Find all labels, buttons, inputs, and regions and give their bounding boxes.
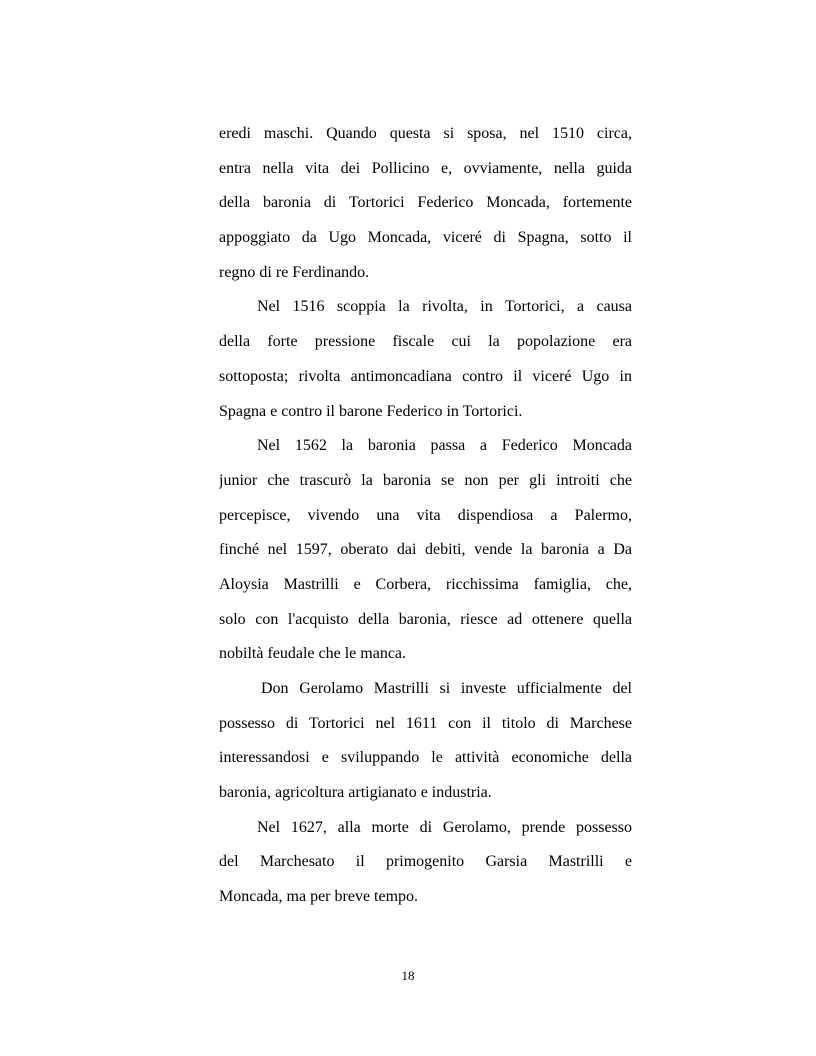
- text-line: percepisce, vivendo una vita dispendiosa a Palermo,: [219, 506, 632, 524]
- text-line: finché nel 1597, oberato dai debiti, vende la baronia a Da: [219, 541, 632, 559]
- paragraph-4: [219, 672, 632, 811]
- page-number: 18: [401, 968, 415, 983]
- text-line: Nel 1516 scoppia la rivolta, in Tortorici, a causa: [257, 298, 632, 316]
- text-line: nobiltà feudale che le manca.: [219, 645, 407, 663]
- paragraph-5: [219, 811, 632, 915]
- text-line: sottoposta; rivolta antimoncadiana contro il viceré Ugo in: [219, 367, 632, 385]
- text-line: entra nella vita dei Pollicino e, ovviamente, nella guida: [219, 159, 632, 177]
- text-line: Nel 1562 la baronia passa a Federico Moncada: [257, 437, 632, 455]
- paragraph-2: [219, 290, 632, 429]
- text-line: Aloysia Mastrilli e Corbera, ricchissima famiglia, che,: [219, 575, 632, 593]
- text-line: eredi maschi. Quando questa si sposa, nel 1510 circa,: [219, 125, 632, 142]
- text-line: della forte pressione fiscale cui la popolazione era: [219, 333, 632, 351]
- text-line: regno di re Ferdinando.: [219, 263, 370, 281]
- page-body: [219, 117, 632, 915]
- text-line: interessandosi e sviluppando le attività economiche della: [219, 749, 632, 767]
- text-line: possesso di Tortorici nel 1611 con il titolo di Marchese: [219, 714, 632, 732]
- text-line: solo con l'acquisto della baronia, riesce ad ottenere quella: [219, 610, 632, 628]
- text-line: Nel 1627, alla morte di Gerolamo, prende possesso: [257, 818, 632, 836]
- text-line: appoggiato da Ugo Moncada, viceré di Spagna, sotto il: [219, 229, 632, 247]
- text-line: baronia, agricoltura artigianato e industria.: [219, 784, 492, 802]
- paragraph-1: [219, 117, 632, 290]
- text-line: del Marchesato il primogenito Garsia Mastrilli e: [219, 853, 632, 871]
- text-line: Don Gerolamo Mastrilli si investe ufficialmente del: [261, 680, 632, 697]
- text-line: junior che trascurò la baronia se non per gli introiti che: [219, 471, 632, 489]
- paragraph-3: [219, 429, 632, 672]
- text-line: della baronia di Tortorici Federico Moncada, fortemente: [219, 194, 632, 212]
- text-line: Spagna e contro il barone Federico in Tortorici.: [219, 402, 523, 420]
- text-line: Moncada, ma per breve tempo.: [219, 888, 419, 906]
